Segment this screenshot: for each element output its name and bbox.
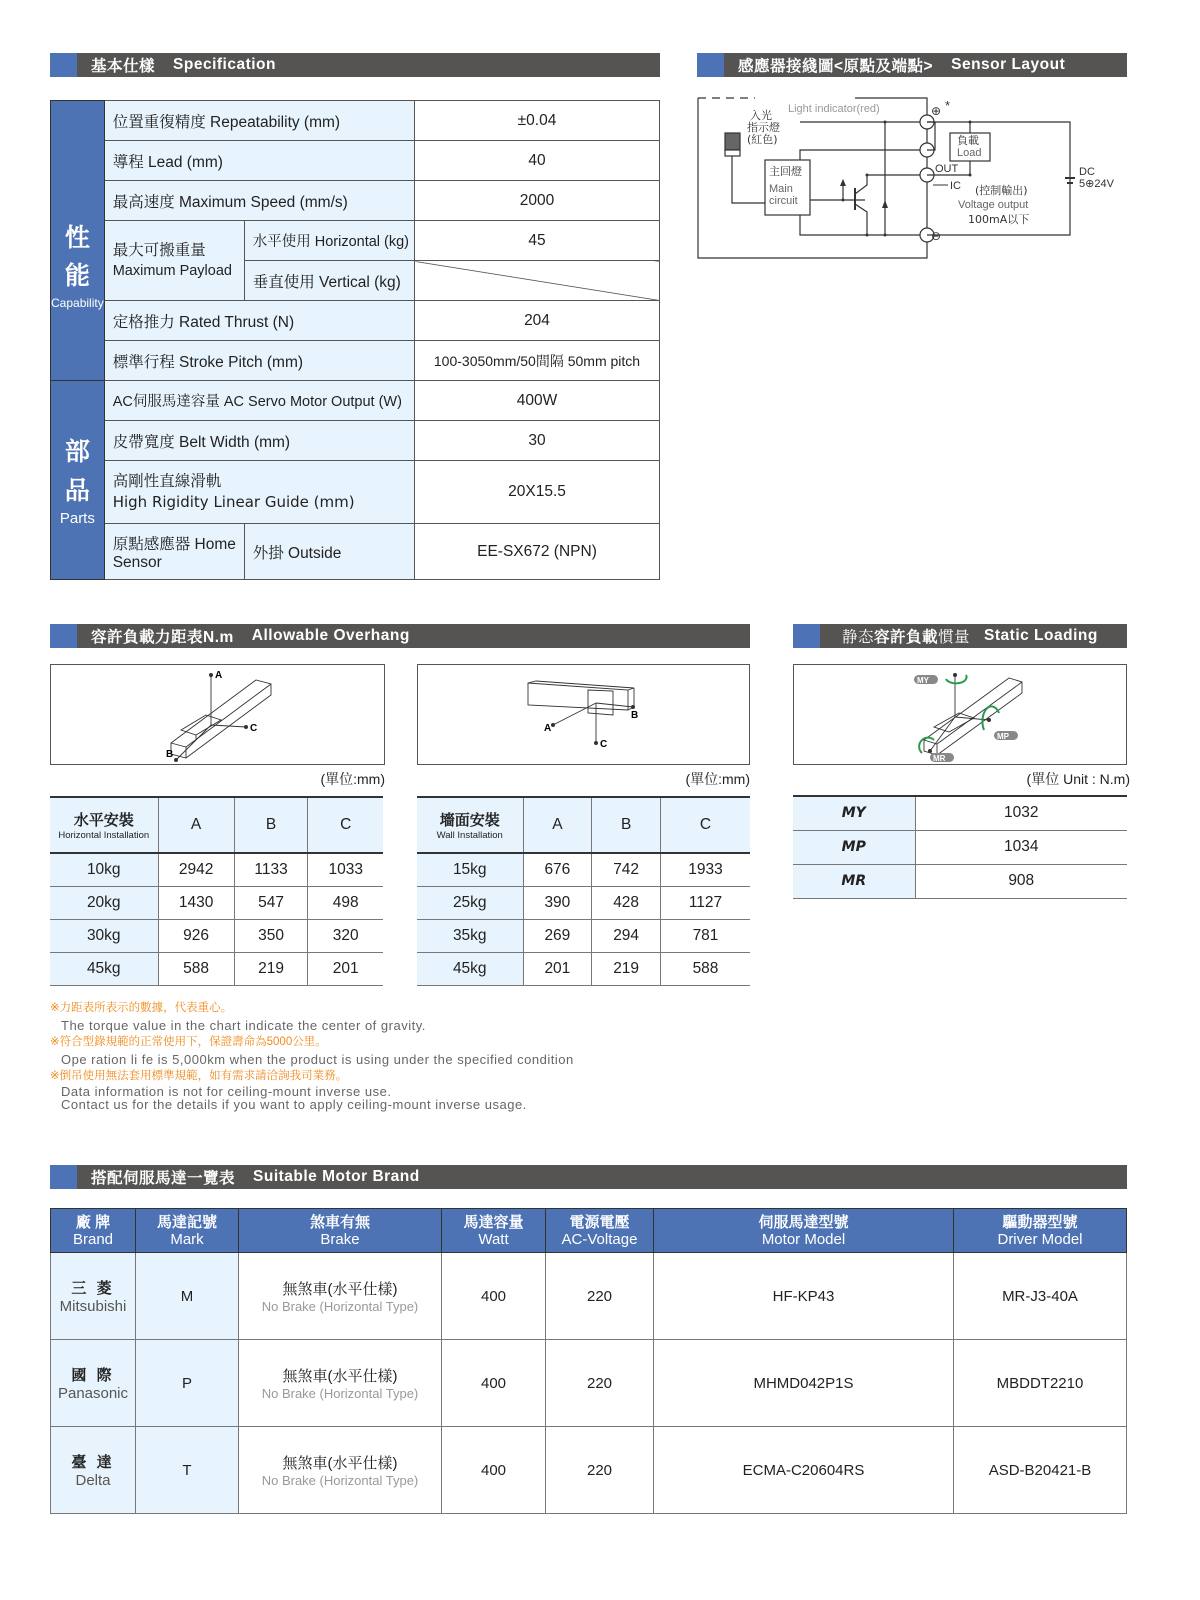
motor-model-cell: HF-KP43 [654,1253,954,1340]
spec-heading-cn: 基本仕樣 [91,58,156,75]
value-c: 1033 [308,853,383,886]
brake-cell [239,1253,442,1340]
col-voltage [546,1209,654,1253]
heading-accent [50,1165,77,1189]
vertical-label: 垂直使用 Vertical (kg) [244,261,414,301]
value-b: 219 [234,952,308,985]
slider-moment-icon [794,665,1126,764]
header-en: Motor Model [761,1230,846,1248]
static-heading-cn-bold: 容許負載 [874,629,939,646]
value-b: 294 [592,919,661,952]
spec-row-stroke-pitch [51,341,660,381]
mr-badge: MR [933,754,946,763]
point-c-label: C [250,723,258,734]
header-en: Driver Model [997,1230,1083,1248]
spec-value: EE-SX672 (NPN) [415,524,660,580]
note-cn: ※符合型錄規範的正常使用下，保證壽命為5000公里。 [50,1036,327,1048]
spec-row-repeatability [51,101,660,141]
circuit-diagram-icon [695,90,1130,265]
spec-value: ±0.04 [415,101,660,141]
header-cn: 馬達記號 [156,1213,217,1231]
mark-cell: T [136,1427,239,1514]
spec-heading-en: Specification [173,56,276,73]
sensor-heading-en: Sensor Layout [951,56,1066,73]
voltage-output-en: Voltage output [958,199,1029,211]
static-heading [793,624,1127,648]
motor-brand-table [50,1208,1127,1514]
out-label: OUT [935,163,959,175]
brake-cn: 無煞車(水平仕樣) [282,1455,398,1472]
light-cn1: 入光 [750,109,772,122]
table-header [417,797,750,853]
parts-cn2: 品 [64,476,90,505]
col-c: C [661,797,751,853]
brake-en: No Brake (Horizontal Type) [261,1386,419,1401]
spec-label: 皮帶寬度 Belt Width (mm) [104,421,414,461]
watt-cell: 400 [442,1253,546,1340]
spec-row-motor-output [51,381,660,421]
minus-terminal-icon: ⊖ [931,229,942,243]
payload-label-cn: 最大可搬重量 [112,241,206,259]
static-loading-figure [793,664,1127,765]
overhang-heading-cn: 容許負載力距表N.m [91,629,234,646]
value-b: 1133 [234,853,308,886]
brake-cn: 無煞車(水平仕樣) [282,1281,398,1298]
light-indicator-label: Light indicator(red) [788,103,880,115]
brake-cn: 無煞車(水平仕樣) [282,1368,398,1385]
spec-label: 標準行程 Stroke Pitch (mm) [104,341,414,381]
load: 10kg [50,853,158,886]
note-en: Ope ration li fe is 5,000km when the product is using under the specified condition [61,1052,574,1067]
note-cn: ※力距表所表示的數據，代表重心。 [50,1002,233,1014]
footnotes [50,1000,670,1111]
brand-cn: 臺 達 [71,1454,115,1471]
value-b: 428 [592,886,661,919]
driver-model-cell: MR-J3-40A [954,1253,1127,1340]
col-a: A [523,797,592,853]
static-heading-cn-light: 静态 [842,629,875,646]
motor-heading-en: Suitable Motor Brand [253,1168,420,1185]
static-loading-table [793,795,1127,899]
sensor-wiring-diagram [695,90,1130,265]
linear-guide-label [104,461,414,524]
value-b: 742 [592,853,661,886]
mark-cell: M [136,1253,239,1340]
brake-en: No Brake (Horizontal Type) [261,1473,419,1488]
dc-voltage: 5⊕24V [1079,178,1114,190]
capability-en: Capability [51,296,104,310]
point-b-label: B [631,710,639,721]
value-b: 350 [234,919,308,952]
brand-en: Mitsubishi [59,1298,127,1315]
horizontal-title [50,797,158,853]
note-en: Data information is not for ceiling-mount inverse use. [61,1084,392,1099]
moment-key: MP [793,830,915,864]
value-a: 201 [523,952,592,985]
spec-row-belt-width [51,421,660,461]
horizontal-value: 45 [415,221,660,261]
brand-cell [51,1253,136,1340]
table-row [417,853,750,886]
col-motor-model [654,1209,954,1253]
capability-cn2: 能 [64,262,90,291]
value-c: 781 [661,919,751,952]
voltage-cell: 220 [546,1340,654,1427]
voltage-cell: 220 [546,1427,654,1514]
header-cn: 伺服馬達型號 [758,1213,849,1231]
table-row [793,830,1127,864]
col-c: C [308,797,383,853]
home-sensor-label: 原點感應器 Home Sensor [104,524,244,580]
note-en: The torque value in the chart indicate the center of gravity. [61,1018,426,1033]
table-row [50,886,383,919]
col-watt [442,1209,546,1253]
overhang-heading [50,624,750,648]
header-en: Watt [478,1230,509,1248]
table-row [50,853,383,886]
brand-cell [51,1427,136,1514]
table-row [793,796,1127,830]
main-circuit-cn: 主回燈 [769,165,802,178]
sensor-heading-cn: 感應器接綫圖<原點及端點> [738,58,934,75]
vertical-value-na [415,261,660,301]
spec-value: 2000 [415,181,660,221]
moment-value: 1032 [915,796,1127,830]
table-row [51,1340,1127,1427]
brand-cn: 國 際 [71,1367,115,1384]
load: 20kg [50,886,158,919]
brand-en: Panasonic [57,1385,129,1402]
heading-accent [793,624,820,648]
overhang-heading-en: Allowable Overhang [251,627,410,644]
asterisk: * [945,98,951,113]
load-en: Load [957,147,982,159]
brand-cell [51,1340,136,1427]
header-cn: 電源電壓 [569,1213,630,1231]
spec-label: 定格推力 Rated Thrust (N) [104,301,414,341]
spec-label: 最高速度 Maximum Speed (mm/s) [104,181,414,221]
spec-table [50,100,660,580]
spec-value: 100-3050mm/50間隔 50mm pitch [415,341,660,381]
table-row [793,864,1127,898]
motor-heading-cn: 搭配伺服馬達一覽表 [91,1170,236,1187]
value-a: 926 [158,919,234,952]
col-b: B [592,797,661,853]
point-a-label: A [544,723,552,734]
table-row [50,952,383,985]
value-a: 269 [523,919,592,952]
wall-title-cn: 墻面安裝 [439,812,500,829]
static-heading-en: Static Loading [984,627,1098,644]
header-en: Brake [320,1230,360,1248]
horizontal-label: 水平使用 Horizontal (kg) [244,221,414,261]
load: 45kg [50,952,158,985]
linear-guide-cn: 高剛性直線滑軌 [112,473,222,490]
spec-value: 20X15.5 [415,461,660,524]
heading-accent [50,53,77,77]
driver-model-cell: ASD-B20421-B [954,1427,1127,1514]
table-row [417,886,750,919]
moment-key: MY [793,796,915,830]
payload-label-en: Maximum Payload [112,262,232,279]
main-circuit-en1: Main [769,183,793,195]
point-a-label: A [215,670,223,681]
plus-terminal-icon: ⊕ [931,104,942,118]
value-a: 676 [523,853,592,886]
spec-value: 400W [415,381,660,421]
watt-cell: 400 [442,1427,546,1514]
spec-value: 204 [415,301,660,341]
load: 30kg [50,919,158,952]
value-c: 320 [308,919,383,952]
load: 15kg [417,853,523,886]
moment-value: 908 [915,864,1127,898]
parts-group [51,381,105,580]
spec-row-home-sensor [51,524,660,580]
driver-model-cell: MBDDT2210 [954,1340,1127,1427]
wall-title [417,797,523,853]
parts-en: Parts [59,510,95,528]
main-circuit-en2: circuit [769,195,798,207]
capability-cn1: 性 [64,223,90,252]
horizontal-title-en: Horizontal Installation [58,830,150,841]
wall-overhang-table [417,796,750,986]
static-unit: (單位 Unit : N.m) [1026,771,1130,787]
header-cn: 煞車有無 [309,1213,370,1231]
col-b: B [234,797,308,853]
header-en: Brand [72,1230,114,1248]
wall-overhang-figure [417,664,750,765]
horizontal-title-cn: 水平安裝 [73,812,134,829]
mp-badge: MP [997,732,1009,741]
payload-label [104,221,244,301]
value-c: 498 [308,886,383,919]
spec-value: 40 [415,141,660,181]
table-header [50,797,383,853]
sensor-heading [697,53,1127,77]
watt-cell: 400 [442,1340,546,1427]
col-brand [51,1209,136,1253]
load: 45kg [417,952,523,985]
header-en: Mark [170,1230,204,1248]
mp-rotation-arrow-icon [982,706,999,730]
value-a: 390 [523,886,592,919]
control-output-cn: (控制輸出) [975,184,1028,197]
value-a: 2942 [158,853,234,886]
heading-accent [50,624,77,648]
slider-wall-icon [418,665,749,764]
value-b: 219 [592,952,661,985]
spec-row-lead [51,141,660,181]
brake-cell [239,1340,442,1427]
my-badge: MY [917,676,929,685]
value-c: 1933 [661,853,751,886]
capability-group [51,101,105,381]
light-cn2: 指示燈 [747,121,780,134]
motor-model-cell: MHMD042P1S [654,1340,954,1427]
header-cn: 驅動器型號 [1002,1213,1078,1231]
light-cn3: (紅色) [747,133,778,146]
spec-label: 位置重復精度 Repeatability (mm) [104,101,414,141]
horizontal-overhang-table [50,796,383,986]
spec-row-rated-thrust [51,301,660,341]
table-row [51,1253,1127,1340]
value-c: 588 [661,952,751,985]
mark-cell: P [136,1340,239,1427]
current-limit: 100mA以下 [968,213,1030,226]
motor-heading [50,1165,1127,1189]
value-c: 201 [308,952,383,985]
brand-cn: 三 菱 [71,1280,115,1297]
heading-accent [697,53,724,77]
col-a: A [158,797,234,853]
brand-en: Delta [75,1472,111,1489]
horizontal-overhang-figure [50,664,385,765]
value-a: 588 [158,952,234,985]
value-c: 1127 [661,886,751,919]
spec-row-linear-guide [51,461,660,524]
spec-value: 30 [415,421,660,461]
wall-unit: (單位:mm) [685,771,750,787]
spec-row-max-speed [51,181,660,221]
linear-guide-en: High Rigidity Linear Guide (mm) [112,493,355,511]
table-row [417,952,750,985]
table-row [51,1427,1127,1514]
static-heading-cn-light2: 慣量 [938,629,971,646]
home-sensor-sublabel: 外掛 Outside [244,524,414,580]
parts-cn1: 部 [64,437,90,466]
point-b-label: B [166,749,174,760]
slider-horizontal-icon [51,665,384,764]
table-header [51,1209,1127,1253]
motor-model-cell: ECMA-C20604RS [654,1427,954,1514]
col-brake [239,1209,442,1253]
value-a: 1430 [158,886,234,919]
header-cn: 廠 牌 [75,1213,111,1231]
table-row [417,919,750,952]
load-cn: 負載 [957,134,979,147]
header-cn: 馬達容量 [463,1213,524,1231]
spec-label: 導程 Lead (mm) [104,141,414,181]
value-b: 547 [234,886,308,919]
point-c-label: C [600,739,608,750]
load: 25kg [417,886,523,919]
spec-heading [50,53,660,77]
dc-label: DC [1079,166,1095,178]
header-en: AC-Voltage [561,1230,638,1248]
wall-title-en: Wall Installation [436,830,503,841]
col-driver-model [954,1209,1127,1253]
voltage-cell: 220 [546,1253,654,1340]
brake-en: No Brake (Horizontal Type) [261,1299,419,1314]
col-mark [136,1209,239,1253]
moment-value: 1034 [915,830,1127,864]
load: 35kg [417,919,523,952]
note-en: Contact us for the details if you want to apply ceiling-mount inverse usage. [61,1097,527,1112]
note-cn: ※倒吊使用無法套用標準規範，如有需求請洽詢我司業務。 [50,1070,348,1082]
spec-row-payload-horizontal [51,221,660,261]
ic-label: IC [950,180,961,192]
spec-label: AC伺服馬達容量 AC Servo Motor Output (W) [104,381,414,421]
moment-key: MR [793,864,915,898]
table-row [50,919,383,952]
brake-cell [239,1427,442,1514]
horizontal-unit: (單位:mm) [320,771,385,787]
